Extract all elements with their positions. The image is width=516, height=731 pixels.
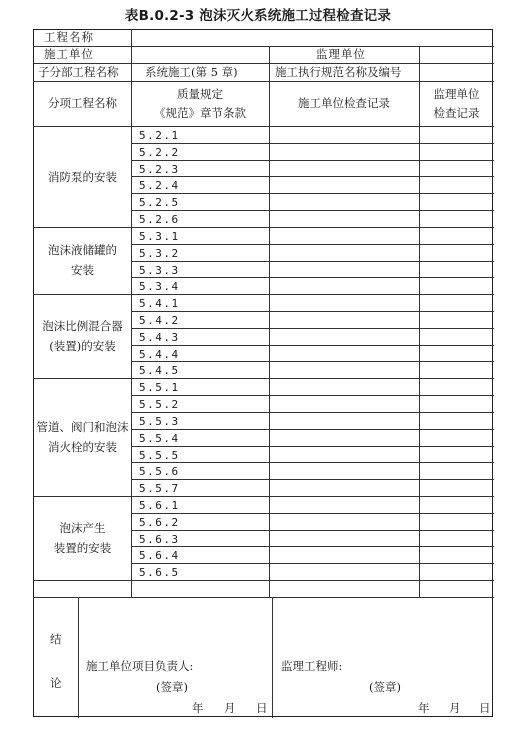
clause-number: 5.5.6	[139, 465, 180, 478]
row-line	[131, 210, 494, 211]
row-line	[34, 81, 494, 82]
row-line	[131, 513, 494, 514]
column-line	[269, 46, 270, 81]
clause-number: 5.3.2	[139, 247, 180, 260]
clause-number: 5.5.3	[139, 415, 180, 428]
row-line	[131, 479, 494, 480]
clause-number: 5.4.5	[139, 364, 180, 377]
row-line	[131, 311, 494, 312]
column-line	[269, 81, 270, 597]
construction-date-year: 年	[192, 701, 204, 715]
clause-number: 5.3.4	[139, 280, 180, 293]
row-line	[34, 496, 494, 497]
row-line	[131, 143, 494, 144]
supervision-header-line1: 监理单位	[433, 87, 480, 101]
clause-number: 5.6.5	[139, 566, 180, 579]
supervisor-date-month: 月	[449, 701, 461, 715]
item-name-header: 分项工程名称	[48, 96, 117, 110]
row-line	[131, 328, 494, 329]
clause-number: 5.3.3	[139, 264, 180, 277]
sub-project-label: 子分部工程名称	[38, 65, 119, 79]
row-line	[131, 361, 494, 362]
clause-number: 5.6.3	[139, 533, 180, 546]
column-line	[272, 597, 273, 718]
row-line	[131, 563, 494, 564]
group-name-line: 消防泵的安装	[48, 170, 117, 184]
row-line	[34, 126, 494, 127]
conclusion-label-char2: 论	[50, 676, 62, 690]
row-line	[131, 193, 494, 194]
clause-number: 5.5.2	[139, 398, 180, 411]
row-line	[131, 160, 494, 161]
row-line	[34, 46, 494, 47]
construction-seal-label: (签章)	[156, 680, 188, 694]
clause-number: 5.2.6	[139, 213, 180, 226]
project-name-label: 工程名称	[44, 30, 94, 44]
clause-number: 5.5.7	[139, 482, 180, 495]
group-name-line: 泡沫产生	[59, 521, 106, 535]
row-line	[34, 63, 494, 64]
column-line	[131, 63, 132, 597]
group-name	[34, 240, 131, 280]
row-line	[131, 462, 494, 463]
clause-number: 5.2.5	[139, 196, 180, 209]
row-line	[34, 580, 494, 581]
standard-label: 施工执行规范名称及编号	[275, 65, 402, 79]
row-line	[131, 261, 494, 262]
row-line	[131, 546, 494, 547]
clause-number: 5.3.1	[139, 230, 180, 243]
clause-number: 5.4.1	[139, 297, 180, 310]
quality-header-line2: 《规范》章节条款	[154, 106, 246, 120]
supervision-unit-label: 监理单位	[316, 47, 366, 61]
group-name-line: 装置的安装	[53, 541, 112, 555]
row-line	[131, 412, 494, 413]
clause-number: 5.2.2	[139, 146, 180, 159]
supervisor-seal-label: (签章)	[369, 680, 401, 694]
row-line	[131, 530, 494, 531]
page-title: 表B.0.2-3 泡沫灭火系统施工过程检查记录	[124, 8, 392, 24]
column-line	[131, 46, 132, 63]
clause-number: 5.5.1	[139, 381, 180, 394]
row-line	[34, 597, 494, 598]
column-line	[131, 30, 132, 46]
supervisor-date-day: 日	[479, 701, 491, 715]
inspection-record-table	[33, 29, 493, 717]
clause-number: 5.2.4	[139, 179, 180, 192]
row-line	[131, 345, 494, 346]
clause-number: 5.4.4	[139, 348, 180, 361]
row-line	[131, 277, 494, 278]
row-line	[34, 227, 494, 228]
construction-head-signature-label: 施工单位项目负责人:	[86, 659, 194, 673]
construction-date-month: 月	[224, 701, 236, 715]
row-line	[34, 294, 494, 295]
clause-number: 5.4.3	[139, 331, 180, 344]
row-line	[131, 176, 494, 177]
clause-number: 5.6.4	[139, 549, 180, 562]
group-name	[34, 167, 131, 187]
sub-project-value: 系统施工(第 5 章)	[145, 65, 238, 79]
supervisor-date-year: 年	[418, 701, 430, 715]
group-name	[34, 518, 131, 558]
quality-header-line1: 质量规定	[177, 87, 223, 101]
clause-number: 5.2.1	[139, 129, 180, 142]
clause-number: 5.5.4	[139, 432, 180, 445]
group-name-line: 泡沫比例混合器	[42, 319, 123, 333]
row-line	[131, 244, 494, 245]
group-name-line: 安装	[71, 263, 94, 277]
supervisor-signature-label: 监理工程师:	[281, 659, 343, 673]
clause-number: 5.2.3	[139, 163, 180, 176]
group-name-line: 泡沫液储罐的	[48, 243, 117, 257]
construction-record-header: 施工单位检查记录	[298, 96, 390, 110]
column-line	[419, 81, 420, 597]
column-line	[78, 597, 79, 718]
conclusion-label-char1: 结	[50, 632, 62, 646]
supervision-header-line2: 检查记录	[433, 106, 480, 120]
group-name-line: 管道、阀门和泡沫	[36, 420, 129, 434]
row-line	[34, 378, 494, 379]
group-name	[34, 316, 131, 356]
clause-number: 5.6.1	[139, 499, 180, 512]
row-line	[131, 446, 494, 447]
row-line	[131, 429, 494, 430]
clause-number: 5.5.5	[139, 449, 180, 462]
group-name	[34, 417, 131, 457]
clause-number: 5.4.2	[139, 314, 180, 327]
construction-date-day: 日	[256, 701, 268, 715]
group-name-line: 消火栓的安装	[48, 440, 117, 454]
group-name-line: (装置)的安装	[49, 339, 116, 353]
column-line	[419, 46, 420, 81]
construction-unit-label: 施工单位	[44, 47, 94, 61]
clause-number: 5.6.2	[139, 516, 180, 529]
row-line	[131, 395, 494, 396]
